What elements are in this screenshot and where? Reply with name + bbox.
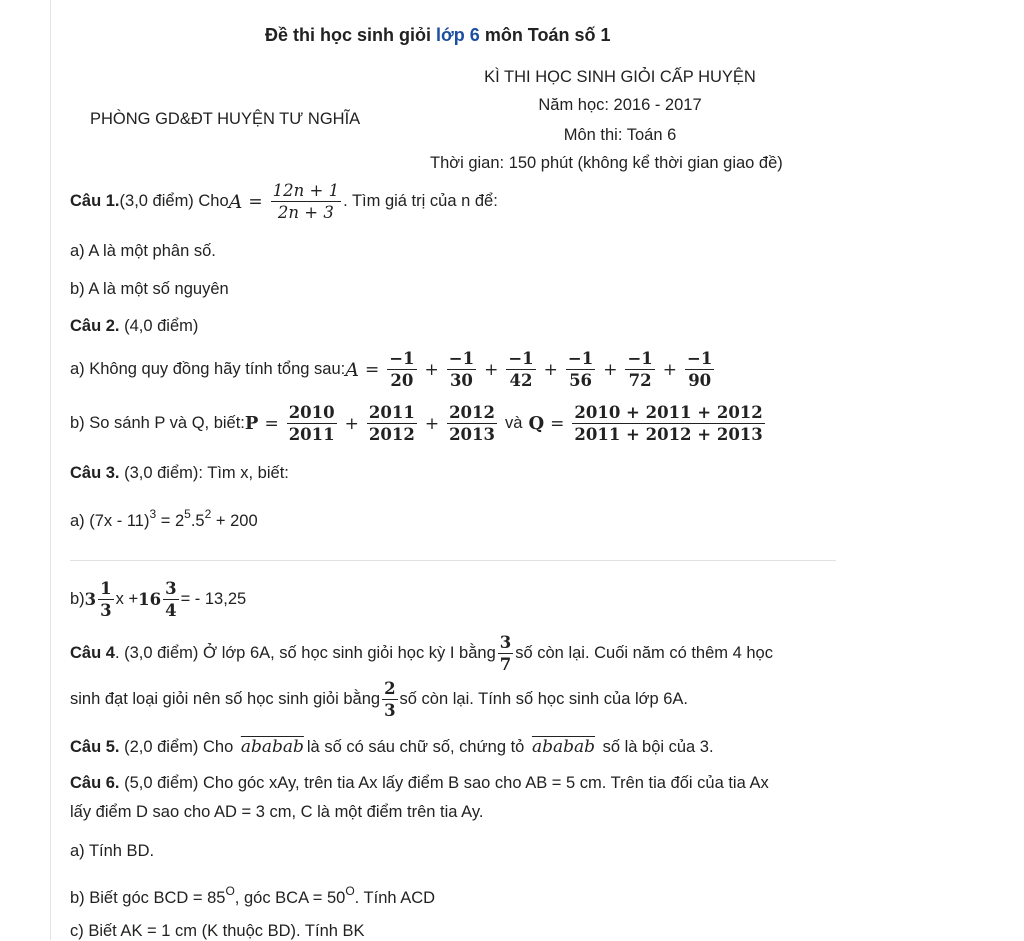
q1-part-b: b) A là một số nguyên xyxy=(70,280,229,298)
header-right-line3: Môn thi: Toán 6 xyxy=(563,126,677,144)
header-right-line2: Năm học: 2016 - 2017 xyxy=(538,96,702,114)
question-4-line1: Câu 4 . (3,0 điểm) Ở lớp 6A, số học sinh giỏi học kỳ I bằng $\frac{3}{7}$ số còn lại. Cuối năm có thêm 4 học xyxy=(70,633,773,675)
question-4-line2: sinh đạt loại giỏi nên số học sinh giỏi bằng $\frac{2}{3}$ số còn lại. Tính số học sinh của lớp 6A. xyxy=(70,679,688,721)
page-title: Đề thi học sinh giỏi lớp 6 môn Toán số 1 xyxy=(265,25,611,45)
question-6-line2: lấy điểm D sao cho AD = 3 cm, C là một điểm trên tia Ay. xyxy=(70,803,484,821)
q1-fraction: $\frac{12n + 1}{2n + 3}$ xyxy=(272,181,340,223)
question-2: Câu 2. (4,0 điểm) xyxy=(70,317,199,335)
q6-part-a: a) Tính BD. xyxy=(70,842,155,860)
title-link[interactable]: lớp 6 xyxy=(436,25,480,45)
q6-part-b: b) Biết góc BCD = $85^O$, góc BCA = $50^O$. Tính ACD xyxy=(70,884,436,907)
q3-part-a: a) $(7x - 11)^3 = 2^5.5^2 + 200$ xyxy=(70,507,258,530)
header-left: PHÒNG GD&ĐT HUYỆN TƯ NGHĨA xyxy=(90,110,361,128)
header-right-line4: Thời gian: 150 phút (không kể thời gian giao đề) xyxy=(430,154,783,172)
left-border xyxy=(50,0,51,940)
question-3: Câu 3. (3,0 điểm): Tìm x, biết: xyxy=(70,464,289,482)
header-right-line1: KÌ THI HỌC SINH GIỎI CẤP HUYỆN xyxy=(484,68,756,86)
question-5: Câu 5. (2,0 điểm) Cho ababab là số có sáu chữ số, chứng tỏ ababab số là bội của 3. xyxy=(70,737,714,757)
q1-part-a: a) A là một phân số. xyxy=(70,242,216,260)
q2-part-b: b) So sánh P và Q, biết: P = $\frac{2010}{2011}$ + $\frac{2011}{2012}$ + $\frac{2012}{2013}$ và Q = $\frac{2010 + 2011 + 2012}{2011 + 2012 + 2013}$ xyxy=(70,403,763,445)
divider xyxy=(70,560,836,561)
q2-part-a: a) Không quy đồng hãy tính tổng sau: A = $\frac{-1}{20}$ + $\frac{-1}{30}$ + $\frac{-1}{42}$ + $\frac{-1}{56}$ + $\frac{-1}{72}$ + $\frac{-1}{90}$ xyxy=(70,349,713,391)
q3-part-b: b) 3 $\frac{1}{3}$ x + 16 $\frac{3}{4}$ = - 13,25 xyxy=(70,579,247,621)
q6-part-c: c) Biết AK = 1 cm (K thuộc BD). Tính BK xyxy=(70,922,365,940)
question-6-line1: Câu 6. (5,0 điểm) Cho góc xAy, trên tia Ax lấy điểm B sao cho AB = 5 cm. Trên tia đối của tia Ax xyxy=(70,774,769,792)
question-1: Câu 1. (3,0 điểm) Cho A = $\frac{12n + 1}{2n + 3}$ . Tìm giá trị của n để: xyxy=(70,181,498,223)
